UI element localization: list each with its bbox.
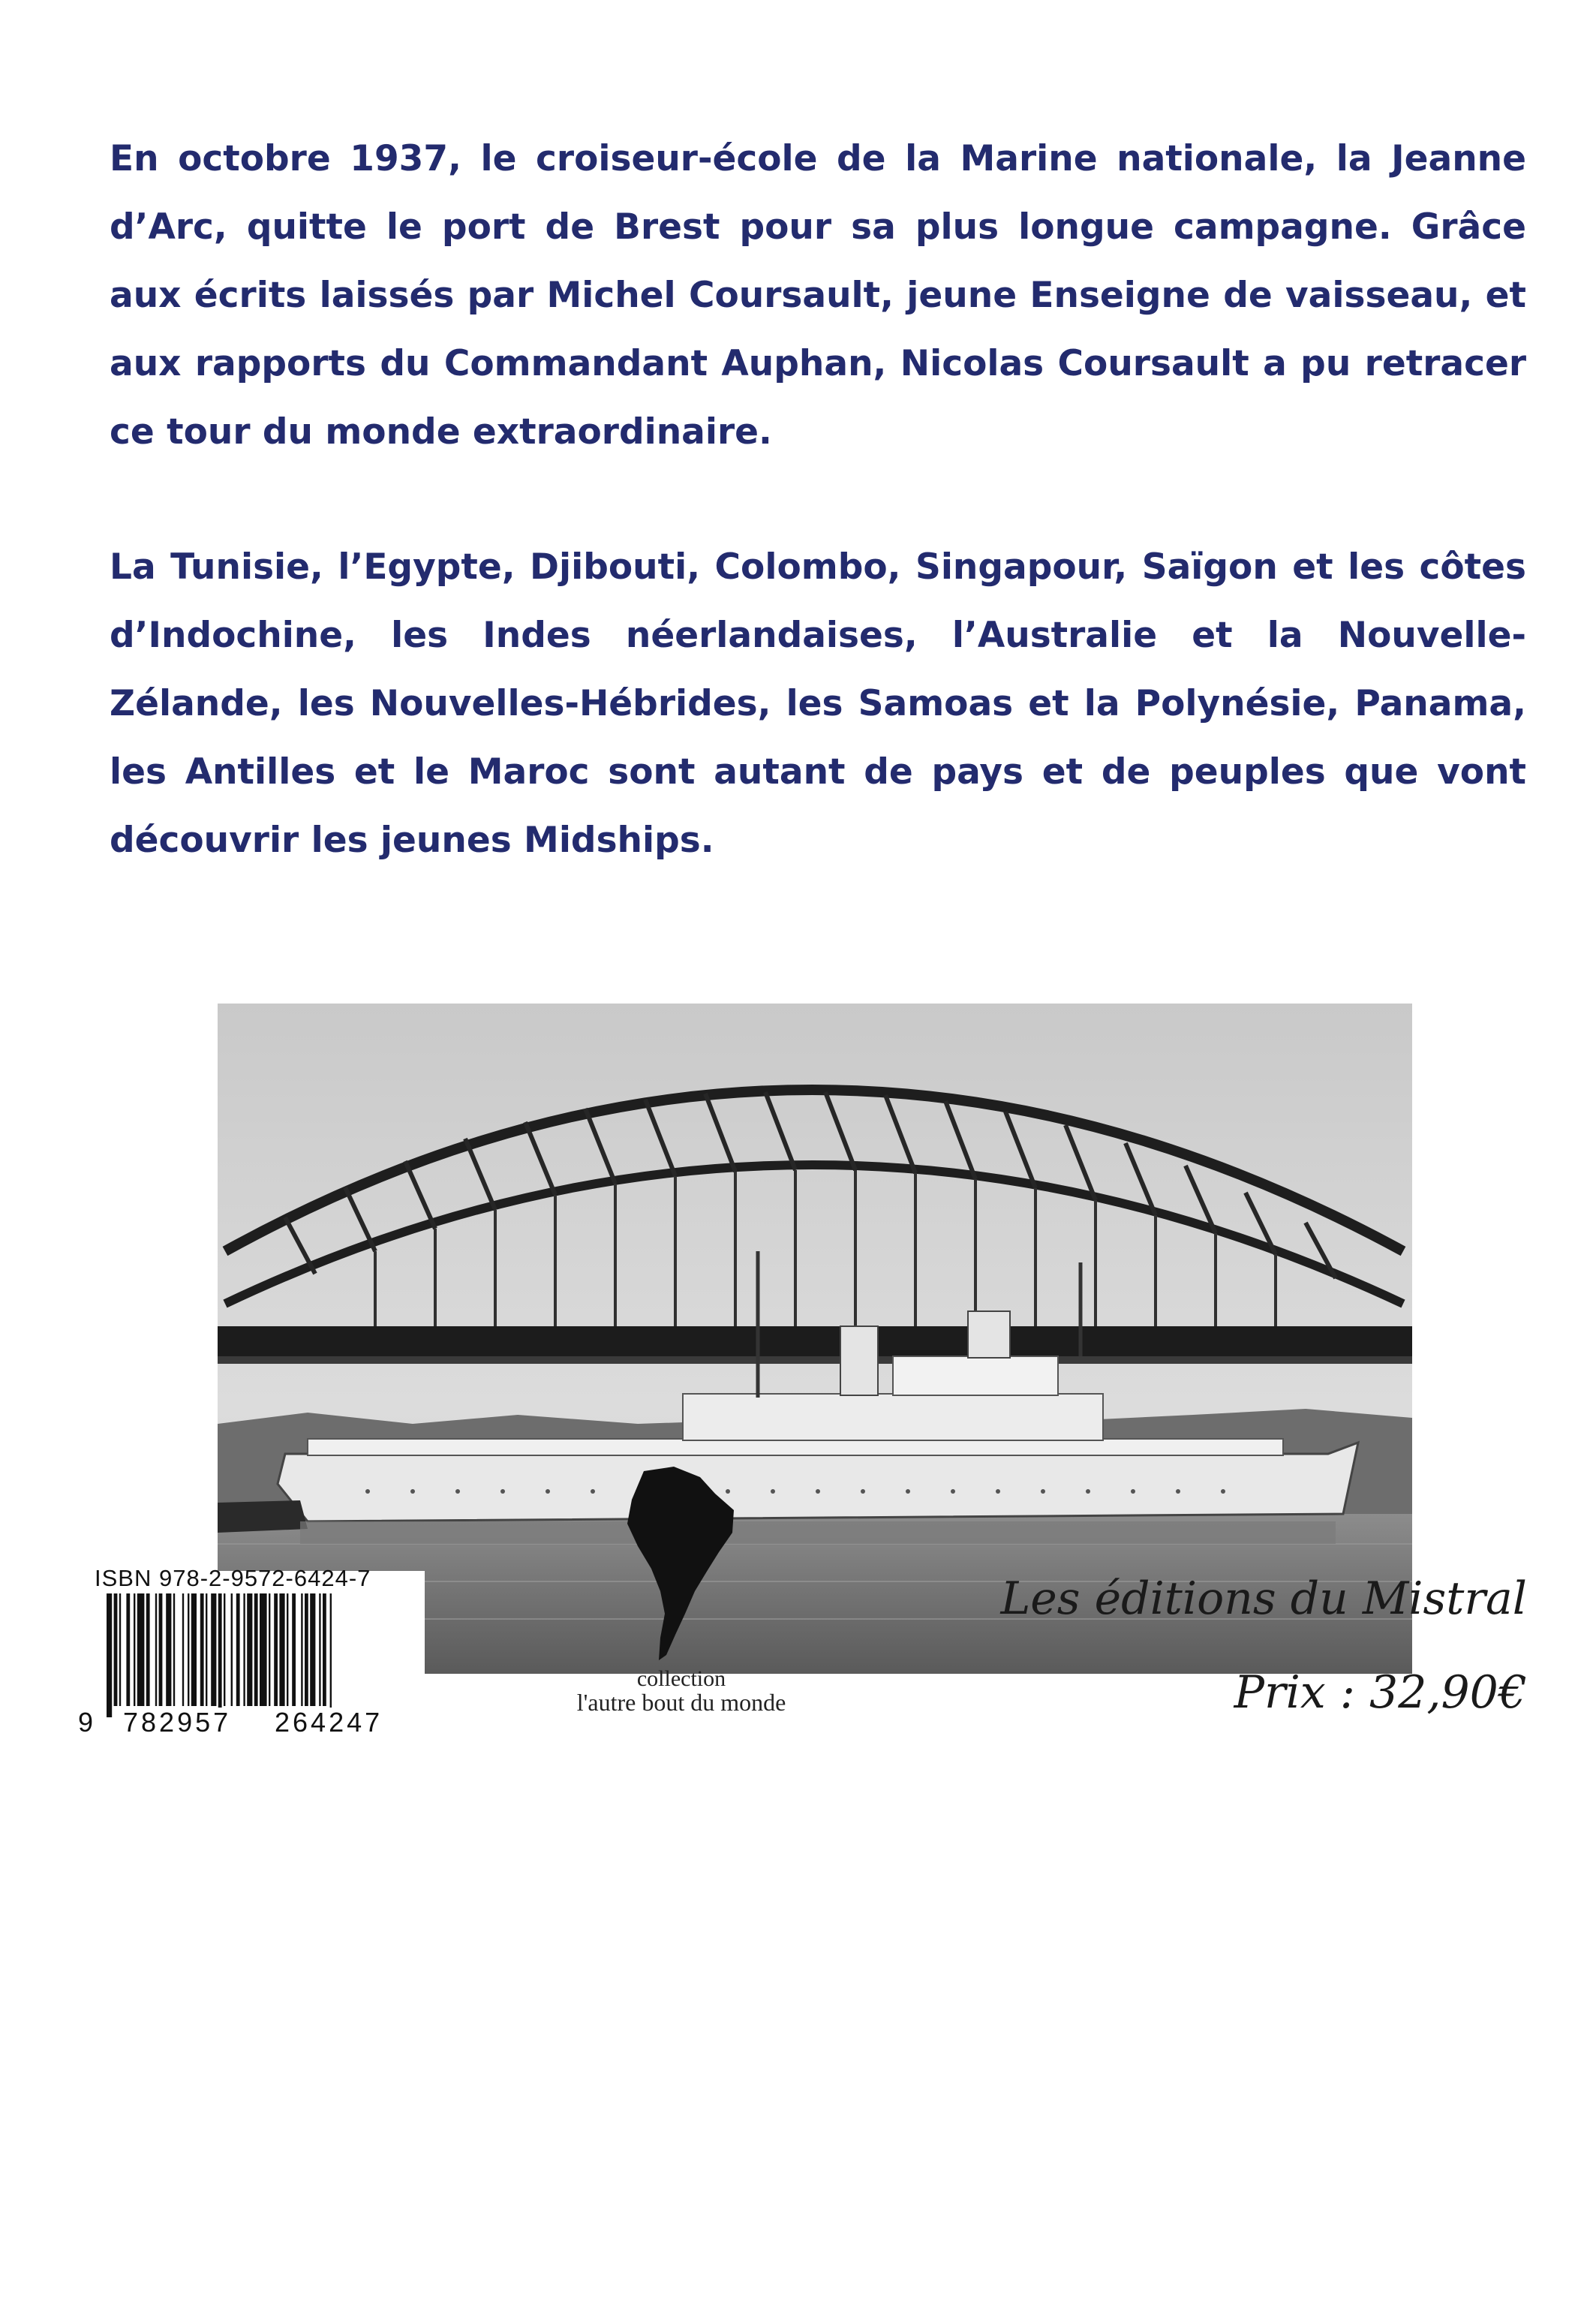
price: Prix : 32,90€: [1234, 1666, 1527, 1719]
barcode-bar: [269, 1593, 270, 1706]
barcode-bar: [114, 1593, 118, 1706]
barcode-bar: [279, 1593, 284, 1706]
barcode-bar: [319, 1593, 320, 1706]
barcode-bar: [305, 1593, 308, 1706]
barcode-bar: [274, 1593, 278, 1706]
barcode-bar: [231, 1593, 233, 1706]
barcode-bar: [224, 1593, 225, 1706]
collection-name: l'autre bout du monde: [576, 1689, 786, 1716]
barcode-bar: [206, 1593, 207, 1706]
barcode-bar: [155, 1593, 157, 1706]
barcode-bar: [166, 1593, 171, 1706]
barcode-bar: [218, 1593, 222, 1717]
blurb-paragraph-2: La Tunisie, l’Egypte, Djibouti, Colombo, Singapour, Saïgon et les côtes d’Indochine, les Indes néerlandaises, l’Australie et la Nouvelle-Zélande, les Nouvelles-Hébrides, les Samoas et la Polynésie, Panama, les Antilles et le Maroc sont autant de pays et de peuples que vont découvrir les jeunes Midships.: [110, 546, 1526, 861]
blurb-paragraph-1: En octobre 1937, le croiseur-école de la Marine nationale, la Jeanne d’Arc, quitte le port de Brest pour sa plus longue campagne. Grâce aux écrits laissés par Michel Coursault, jeune Enseigne de vaisseau, et aux rapports du Commandant Auphan, Nicolas Coursault a pu retracer ce tour du monde extraordinaire.: [110, 138, 1526, 453]
barcode-bar: [323, 1593, 326, 1706]
barcode-bar: [243, 1593, 245, 1706]
barcode-bar: [200, 1593, 204, 1706]
isbn-barcode: [78, 1565, 425, 1740]
isbn-label: ISBN 978-2-9572-6424-7: [95, 1565, 371, 1591]
publisher-name: Les éditions du Mistral: [1000, 1572, 1527, 1625]
barcode-bar: [292, 1593, 296, 1706]
barcode-bar: [191, 1593, 197, 1706]
collection-logo: [531, 1464, 831, 1734]
barcode-right-group: 264247: [275, 1707, 383, 1738]
barcode-bar: [260, 1593, 267, 1706]
barcode-lead-digit: 9: [78, 1707, 97, 1738]
barcode-bars: [78, 1593, 425, 1721]
barcode-bar: [159, 1593, 163, 1706]
barcode-bar: [287, 1593, 288, 1706]
barcode-bar: [310, 1593, 315, 1706]
barcode-bar: [211, 1593, 216, 1706]
barcode-bar: [146, 1593, 150, 1706]
collection-label: collection: [636, 1666, 726, 1691]
barcode-bar: [134, 1593, 135, 1706]
barcode-bar: [126, 1593, 130, 1706]
barcode-bar: [173, 1593, 175, 1706]
barcode-bar: [247, 1593, 252, 1706]
south-america-silhouette-icon: [621, 1464, 741, 1663]
barcode-bar: [236, 1593, 240, 1706]
barcode-bar: [137, 1593, 145, 1706]
barcode-bar: [119, 1593, 121, 1706]
barcode-bar: [301, 1593, 302, 1706]
barcode-bar: [182, 1593, 184, 1706]
barcode-bar: [254, 1593, 258, 1706]
barcode-bar: [188, 1593, 189, 1706]
barcode-bar: [330, 1593, 332, 1717]
barcode-left-group: 782957: [123, 1707, 232, 1738]
barcode-bar: [107, 1593, 112, 1717]
